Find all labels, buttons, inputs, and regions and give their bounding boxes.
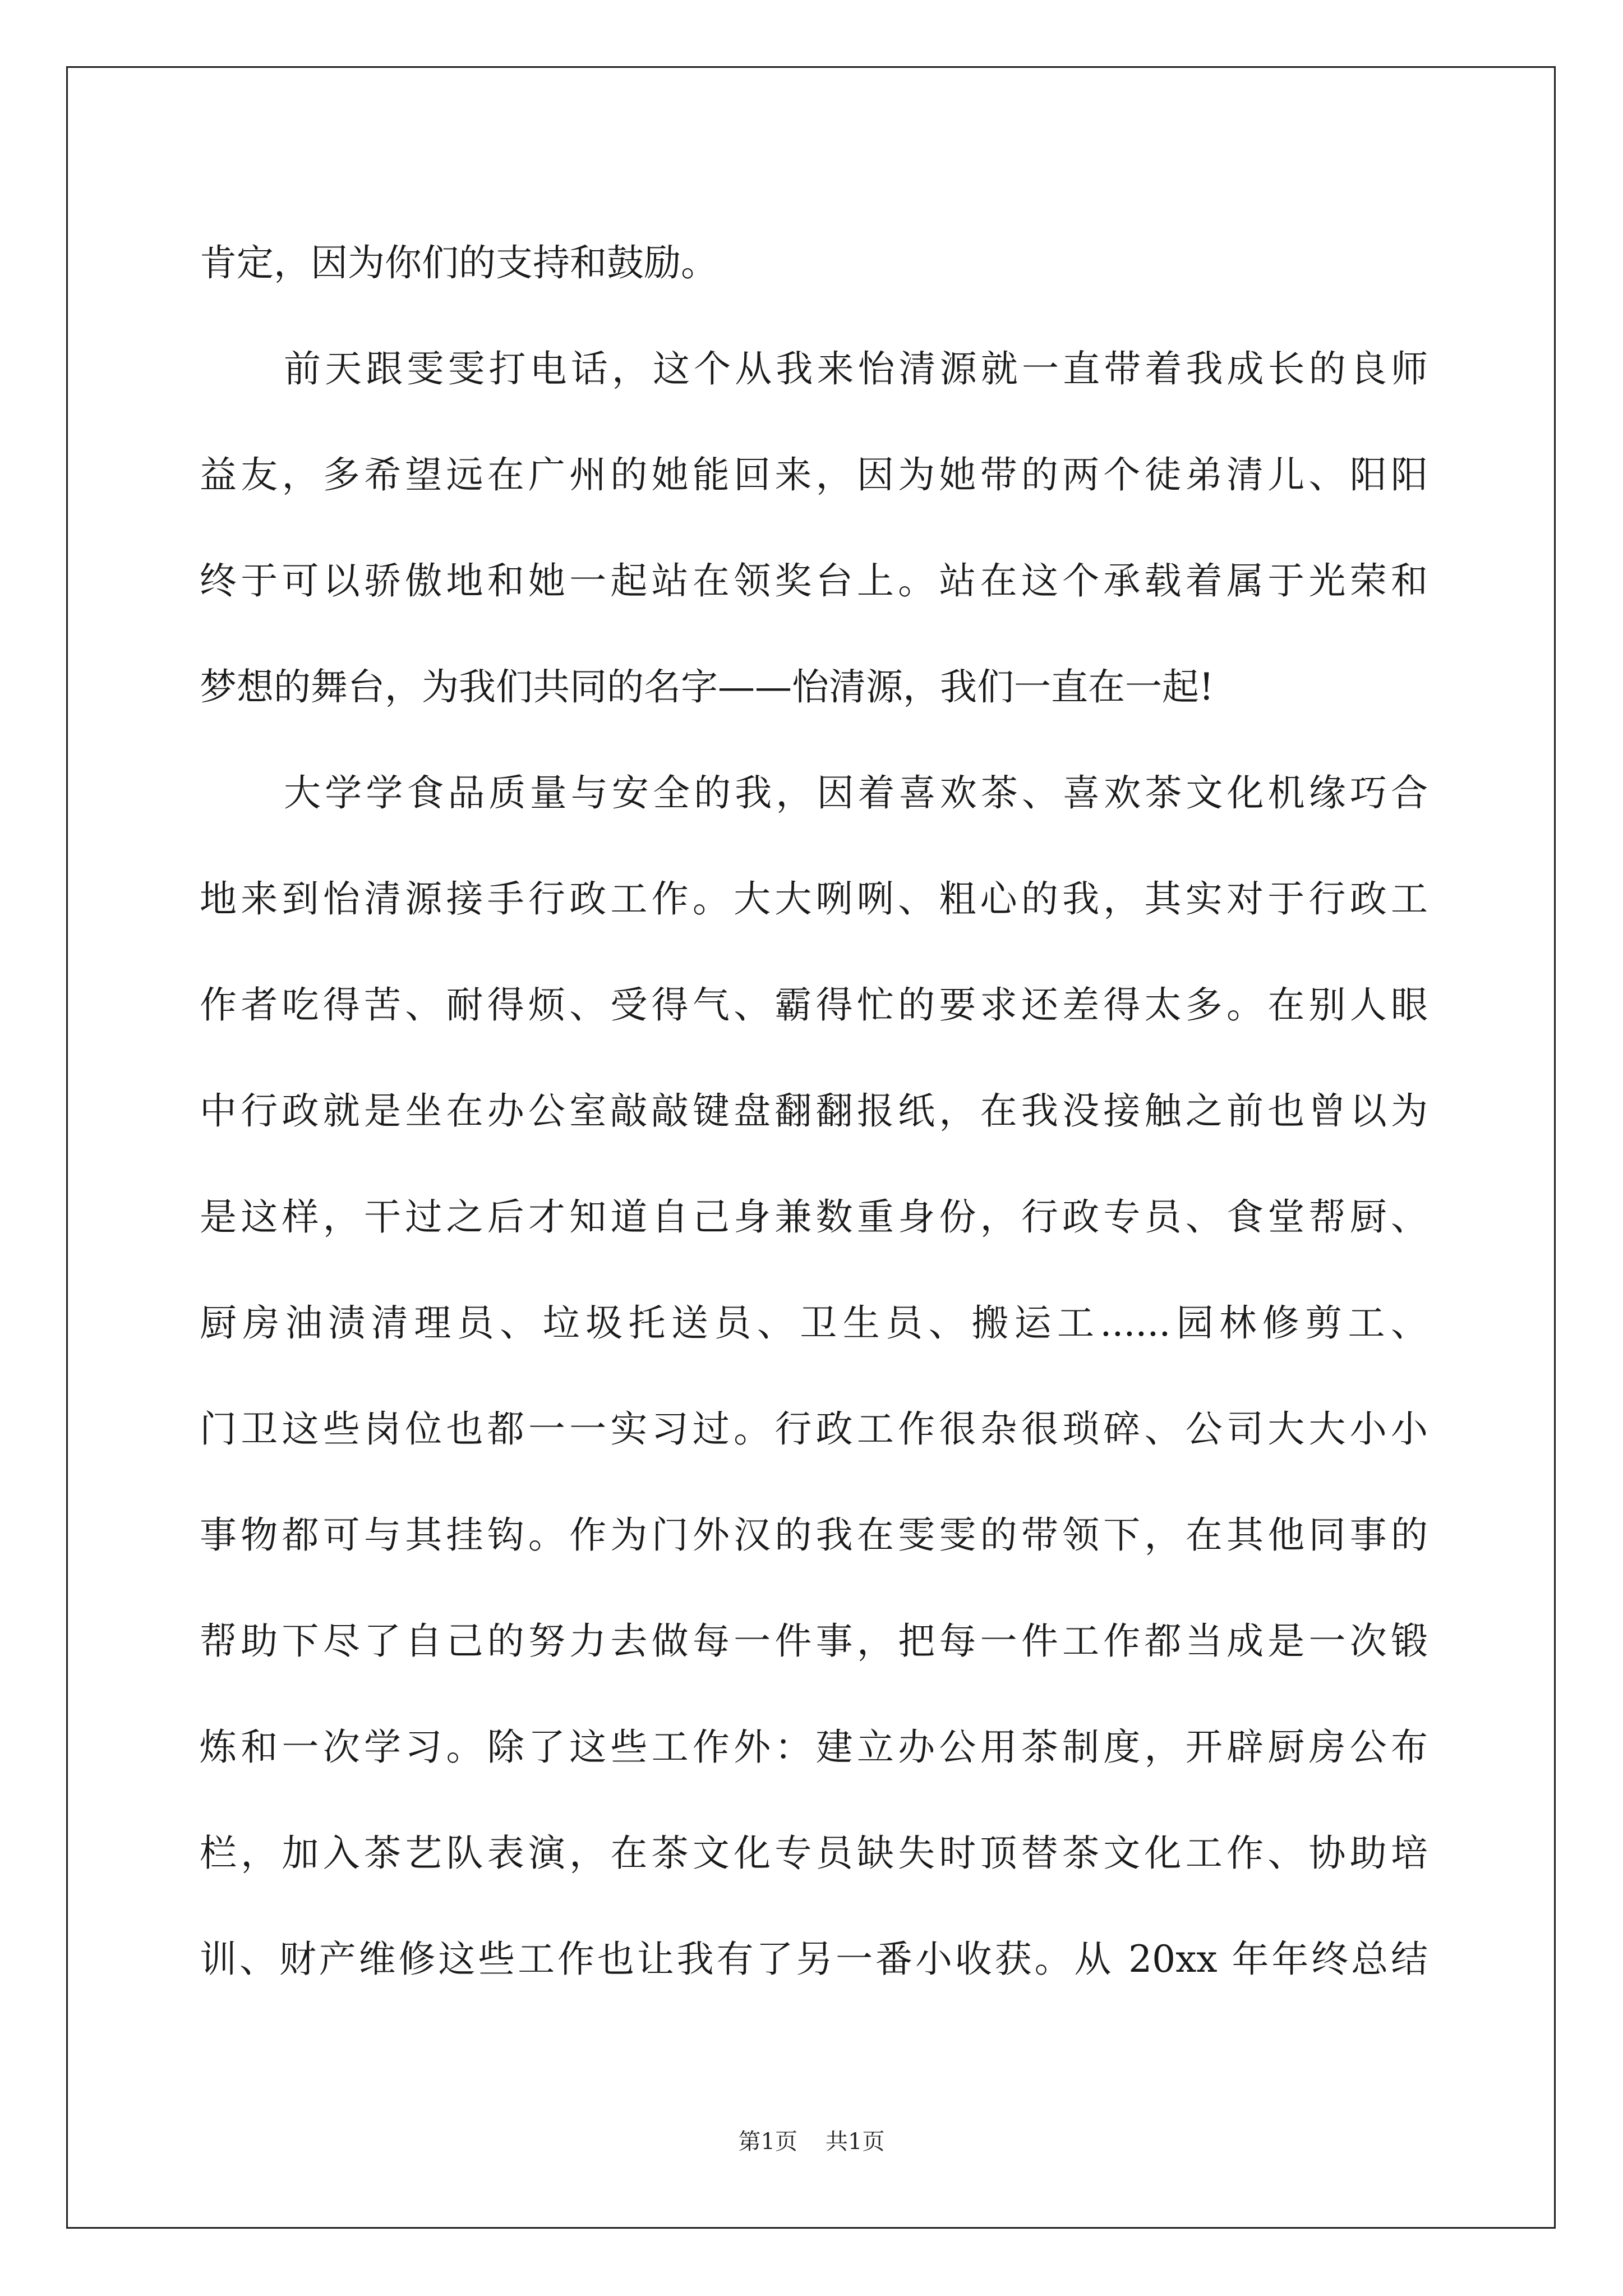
text-line: 栏，加入茶艺队表演，在茶文化专员缺失时顶替茶文化工作、协助培 xyxy=(200,1832,1428,1875)
text-line: 训、财产维修这些工作也让我有了另一番小收获。从 20xx 年年终总结 xyxy=(200,1938,1428,1981)
text-line: 肯定，因为你们的支持和鼓励。 xyxy=(200,241,718,284)
text-line: 终于可以骄傲地和她一起站在领奖台上。站在这个承载着属于光荣和 xyxy=(200,559,1428,602)
text-line: 事物都可与其挂钩。作为门外汉的我在雯雯的带领下，在其他同事的 xyxy=(200,1513,1428,1557)
text-line: 是这样，干过之后才知道自己身兼数重身份，行政专员、食堂帮厨、 xyxy=(200,1195,1428,1239)
page-number: 第1页 xyxy=(738,2129,797,2155)
page-footer xyxy=(0,2125,1623,2159)
document-body xyxy=(200,210,1428,2012)
text-line: 炼和一次学习。除了这些工作外：建立办公用茶制度，开辟厨房公布 xyxy=(200,1726,1428,1769)
text-line: 中行政就是坐在办公室敲敲键盘翻翻报纸，在我没接触之前也曾以为 xyxy=(200,1089,1428,1133)
text-line: 作者吃得苦、耐得烦、受得气、霸得忙的要求还差得太多。在别人眼 xyxy=(200,983,1428,1027)
page-total: 共1页 xyxy=(826,2129,885,2155)
text-line: 地来到怡清源接手行政工作。大大咧咧、粗心的我，其实对于行政工 xyxy=(200,877,1428,921)
text-line: 大学学食品质量与安全的我，因着喜欢茶、喜欢茶文化机缘巧合 xyxy=(284,771,1428,815)
text-line: 帮助下尽了自己的努力去做每一件事，把每一件工作都当成是一次锻 xyxy=(200,1619,1428,1663)
text-line: 益友，多希望远在广州的她能回来，因为她带的两个徒弟清儿、阳阳 xyxy=(200,453,1428,496)
text-line: 前天跟雯雯打电话，这个从我来怡清源就一直带着我成长的良师 xyxy=(284,347,1428,390)
text-line: 门卫这些岗位也都一一实习过。行政工作很杂很琐碎、公司大大小小 xyxy=(200,1407,1428,1451)
text-line: 厨房油渍清理员、垃圾托送员、卫生员、搬运工......园林修剪工、 xyxy=(200,1301,1428,1345)
text-line: 梦想的舞台，为我们共同的名字——怡清源，我们一直在一起! xyxy=(200,665,1214,708)
